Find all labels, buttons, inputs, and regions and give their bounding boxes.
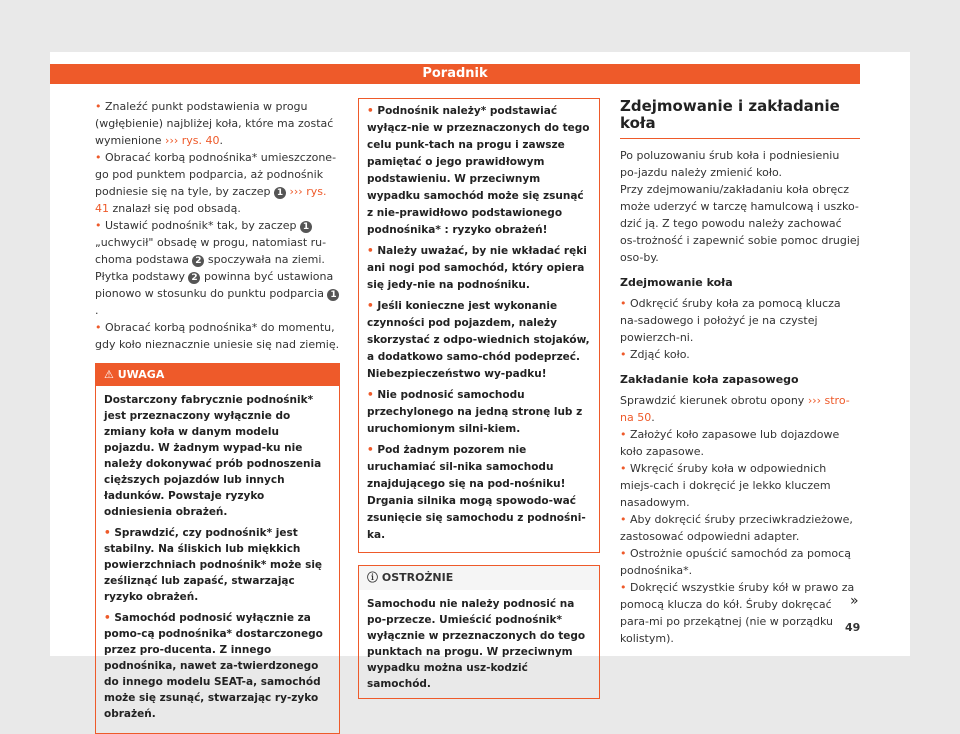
- list-item: • Nie podnosić samochodu przechylonego na jedną stronę lub z uruchomionym silni-kiem.: [367, 387, 591, 438]
- callout-number: 2: [192, 255, 204, 267]
- callout-number: 2: [188, 272, 200, 284]
- column-left: [95, 98, 340, 734]
- warning-box: [95, 363, 340, 734]
- callout-number: 1: [300, 221, 312, 233]
- list-item: • Obracać korbą podnośnika* do momentu, gdy koło nieznacznie uniesie się nad ziemię.: [95, 319, 340, 353]
- caution-title: OSTROŻNIE: [381, 571, 454, 584]
- subheading: Zdejmowanie koła: [620, 276, 733, 289]
- warning-title: UWAGA: [117, 368, 165, 381]
- list-item: • Zdjąć koło.: [620, 346, 860, 363]
- list-item: • Znaleźć punkt podstawienia w progu (wgłębienie) najbliżej koła, które ma zostać wymienione ››› rys. 40.: [95, 98, 340, 149]
- warning-box-continued: [358, 98, 600, 553]
- page-number: 49: [845, 621, 861, 634]
- list-item: • Wkręcić śruby koła w odpowiednich miejs-cach i dokręcić je lekko kluczem nasadowym.: [620, 460, 860, 511]
- subheading: Zakładanie koła zapasowego: [620, 373, 799, 386]
- column-middle: [358, 98, 600, 699]
- list-item: • Jeśli konieczne jest wykonanie czynności pod pojazdem, należy skorzystać z odpo-wiednich stojaków, a dodatkowo samo-chód podeprzeć. Niebezpieczeństwo wy-padku!: [367, 298, 591, 383]
- callout-number: 1: [327, 289, 339, 301]
- list-item: • Obracać korbą podnośnika* umieszczone-go pod punktem podparcia, aż podnośnik podniesie się na tyle, by zaczep 1 ››› rys. 41 znalazł się pod obsadą.: [95, 149, 340, 217]
- list-item: • Odkręcić śruby koła za pomocą klucza na-sadowego i położyć je na czystej powierzch-ni.: [620, 295, 860, 346]
- callout-number: 1: [274, 187, 286, 199]
- page-header: Poradnik: [50, 64, 860, 84]
- list-item: • Założyć koło zapasowe lub dojazdowe koło zapasowe.: [620, 426, 860, 460]
- paragraph: Przy zdejmowaniu/zakładaniu koła obręcz może uderzyć w tarczę hamulcową i uszko-dzić ją. Z tego powodu należy zachować os-trożność i zapewnić sobie pomoc drugiej oso-by.: [620, 183, 860, 264]
- warning-header: [96, 364, 339, 386]
- list-item: • Dokręcić wszystkie śruby kół w prawo za pomocą klucza do kół. Śruby dokręcać para-mi po przekątnej (nie w porządku kolistym).: [620, 579, 860, 647]
- paragraph: Sprawdzić kierunek obrotu opony ››› stro-na 50.: [620, 394, 850, 424]
- list-item: • Podnośnik należy* podstawiać wyłącz-nie w przeznaczonych do tego celu punk-tach na progu i zawsze pamiętać o jego prawidłowym podstawieniu. W przeciwnym wypadku samochód może się zsunąć z nie-prawidłowo podstawionego podnośnika* : ryzyko obrażeń!: [367, 103, 591, 239]
- caution-header: [359, 566, 599, 590]
- warning-triangle-icon: ⚠: [104, 368, 114, 381]
- list-item: • Sprawdzić, czy podnośnik* jest stabilny. Na śliskich lub miękkich powierzchniach podnośnik* może się ześliznąć lub zapaść, stwarzając ryzyko obrażeń.: [104, 525, 331, 605]
- info-circle-icon: ⓘ: [367, 571, 378, 584]
- figure-ref-link[interactable]: ››› rys. 40: [165, 134, 220, 147]
- caution-box: [358, 565, 600, 699]
- paragraph: Po poluzowaniu śrub koła i podniesieniu po-jazdu należy zmienić koło.: [620, 149, 840, 179]
- page-ref-link[interactable]: ››› stro-na 50: [620, 394, 850, 424]
- list-item: • Ostrożnie opuścić samochód za pomocą podnośnika*.: [620, 545, 860, 579]
- figure-ref-link[interactable]: ››› rys. 41: [95, 185, 327, 215]
- warning-body: [96, 386, 339, 733]
- section-title: Zdejmowanie i zakładanie koła: [620, 98, 860, 139]
- list-item: • Ustawić podnośnik* tak, by zaczep 1 „uchwycił" obsadę w progu, natomiast ru-choma podstawa 2 spoczywała na ziemi. Płytka podstawy 2 powinna być ustawiona pionowo w stosunku do punktu podparcia 1.: [95, 217, 340, 319]
- list-item: • Należy uważać, by nie wkładać ręki ani nogi pod samochód, który opiera się jedy-nie na podnośniku.: [367, 243, 591, 294]
- list-item: • Pod żadnym pozorem nie uruchamiać sil-nika samochodu znajdującego się na pod-nośniku! Drgania silnika mogą spowodo-wać zsunięcie się samochodu z podnośni-ka.: [367, 442, 591, 544]
- warning-intro: Dostarczony fabrycznie podnośnik* jest przeznaczony wyłącznie do zmiany koła w danym modelu pojazdu. W żadnym wypad-ku nie należy dokonywać prób podnoszenia cięższych pojazdów lub innych ładunków. Powstaje ryzyko odniesienia obrażeń.: [104, 394, 322, 518]
- list-item: • Aby dokręcić śruby przeciwkradzieżowe, zastosować odpowiedni adapter.: [620, 511, 860, 545]
- caution-body: Samochodu nie należy podnosić na po-przecze. Umieścić podnośnik* wyłącznie w przeznaczonych do tego punktach na progu. W przeciwnym wypadku można usz-kodzić samochód.: [367, 598, 586, 690]
- list-item: • Samochód podnosić wyłącznie za pomo-cą podnośnika* dostarczonego przez pro-ducenta. Z innego podnośnika, nawet za-twierdzonego do innego modelu SEAT-a, samochód może się zsunąć, stwarzając ry-zyko obrażeń.: [104, 610, 331, 722]
- column-right: [620, 98, 860, 647]
- continue-marker: »: [850, 593, 859, 609]
